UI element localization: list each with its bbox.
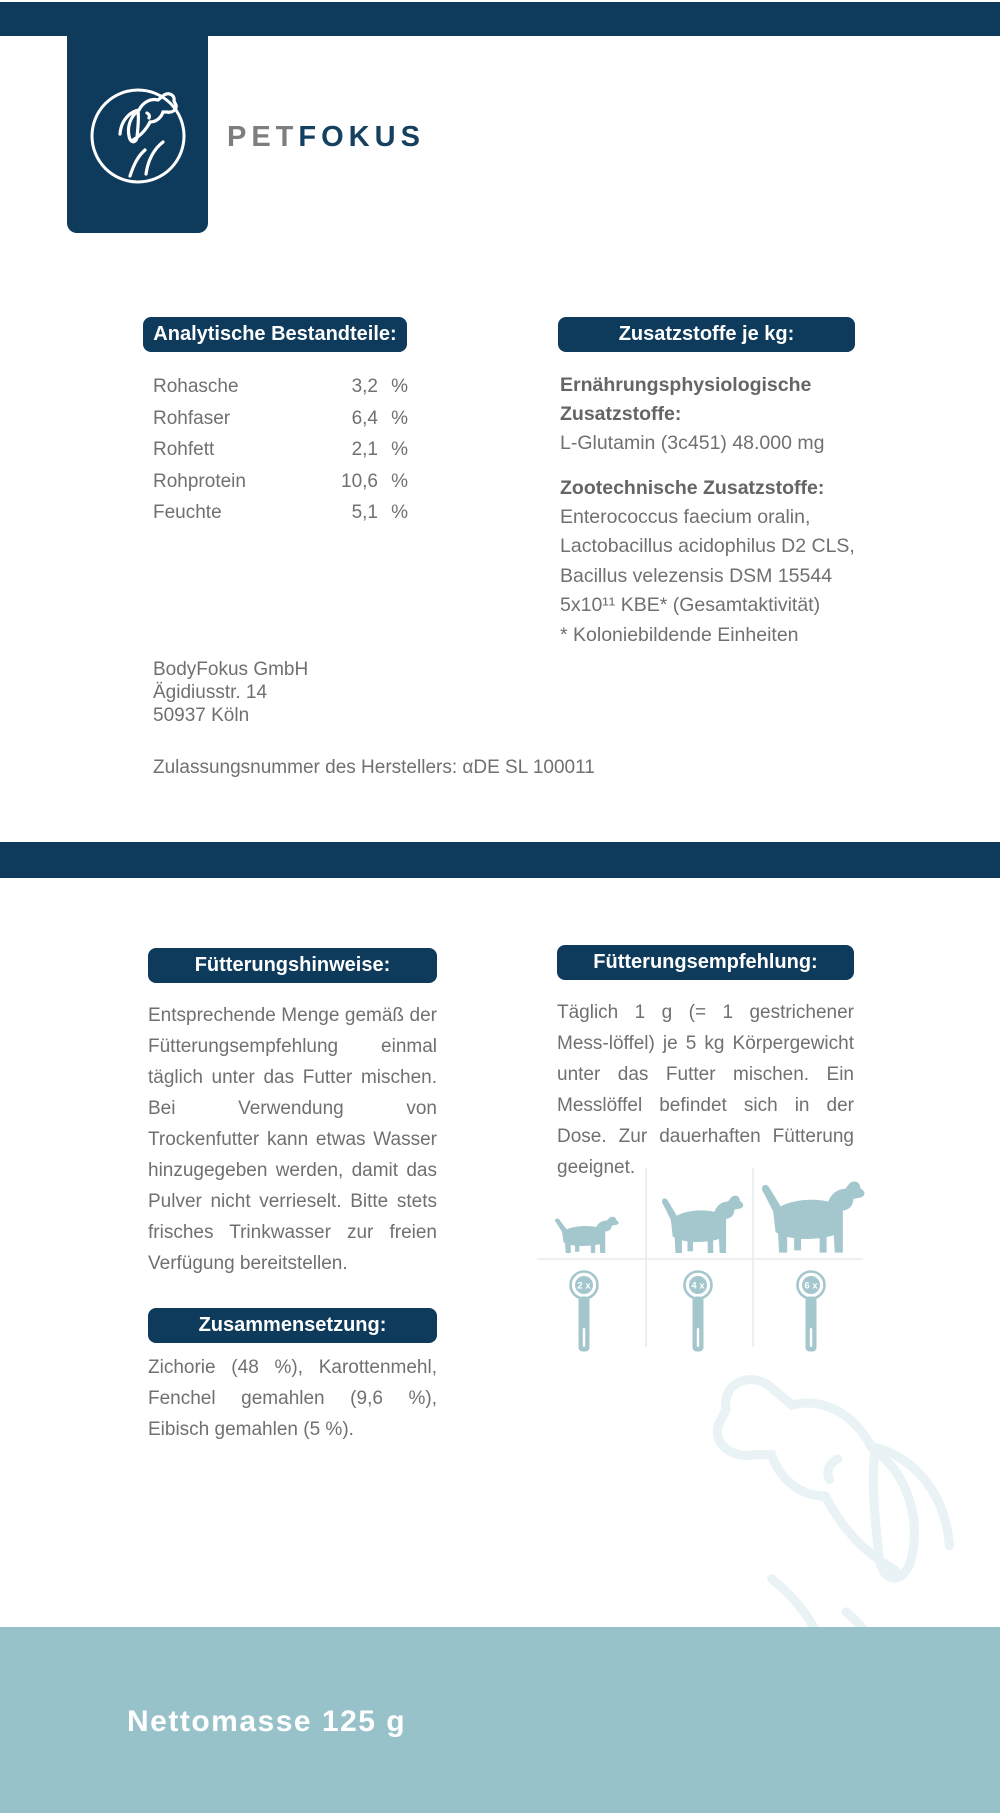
row-value: 3,2 (351, 376, 378, 397)
spoon-count-label: 4 x (691, 1280, 705, 1292)
additives-block (560, 371, 862, 650)
feeding-recommendation-text: Täglich 1 g (= 1 gestrichener Mess-löffel) je 5 kg Körpergewicht unter das Futter mischen. Ein Messlöffel befindet sich in der Dose. Zur dauerhaften Fütterung geeignet. (557, 1002, 854, 1178)
zootechnical-line: Bacillus velezensis DSM 15544 (560, 564, 833, 587)
table-row (153, 466, 408, 498)
spoon-count-label: 6 x (804, 1280, 818, 1292)
row-value: 6,4 (351, 407, 378, 429)
additives-title-badge (558, 317, 855, 352)
brand-suffix: FOKUS (298, 121, 425, 153)
row-label: Rohfaser (153, 407, 231, 429)
spoon-count-label: 2 x (577, 1280, 591, 1292)
zootechnical-line: Enterococcus faecium oralin, (560, 505, 811, 528)
manufacturer-address (153, 658, 308, 727)
measuring-spoon-icon (798, 1272, 825, 1352)
large-dog-icon (762, 1182, 864, 1253)
composition-title: Zusammensetzung: (198, 1314, 387, 1336)
measuring-spoon-icon (685, 1272, 712, 1352)
zootechnical-line: Lactobacillus acidophilus D2 CLS, (560, 535, 855, 557)
manufacturer-city: 50937 Köln (153, 705, 250, 726)
bottom-bar (0, 1627, 1000, 1813)
feeding-notes-text: Entsprechende Menge gemäß der Fütterungsempfehlung einmal täglich unter das Futter mischen. Bei Verwendung von Trockenfutter kann etwas Wasser hinzugegeben werden, damit das Pulver nicht verrieselt. Bitte stets frisches Trinkwasser zur freien Verfügung bereitstellen. (148, 1005, 437, 1274)
row-unit: % (391, 439, 408, 460)
table-row (153, 403, 408, 435)
net-mass-label: Nettomasse 125 g (127, 1705, 407, 1738)
row-unit: % (391, 407, 408, 429)
nutritional-additives-heading: Ernährungsphysiologische Zusatzstoffe: (560, 374, 812, 425)
dog-logo-icon (86, 84, 190, 188)
analytical-title-badge (143, 317, 407, 352)
row-unit: % (391, 502, 408, 523)
row-value: 10,6 (341, 470, 378, 492)
feeding-notes-title: Fütterungshinweise: (194, 954, 391, 976)
row-value: 5,1 (351, 502, 378, 523)
zootechnical-additives-heading: Zootechnische Zusatzstoffe: (560, 476, 825, 499)
small-dog-icon (555, 1217, 619, 1253)
row-label: Rohfett (153, 439, 215, 460)
feeding-recommendation-title: Fütterungsempfehlung: (593, 951, 818, 973)
row-unit: % (391, 470, 408, 492)
row-value: 2,1 (351, 439, 378, 460)
zootechnical-line: 5x10¹¹ KBE* (Gesamtaktivität) (560, 594, 821, 616)
brand-wordmark (227, 121, 425, 154)
composition-text: Zichorie (48 %), Karottenmehl, Fenchel gemahlen (9,6 %), Eibisch gemahlen (5 %). (148, 1357, 437, 1440)
manufacturer-street: Ägidiusstr. 14 (153, 682, 268, 703)
zootechnical-line: * Koloniebildende Einheiten (560, 623, 799, 646)
additives-title: Zusatzstoffe je kg: (618, 323, 795, 345)
brand-prefix: PET (227, 121, 299, 153)
row-label: Rohprotein (153, 470, 246, 492)
registration-number: Zulassungsnummer des Herstellers: αDE SL 100011 (153, 757, 595, 778)
nutritional-additive-line: L-Glutamin (3c451) 48.000 mg (560, 432, 825, 454)
measuring-spoon-icon (571, 1272, 598, 1352)
dosage-figure (525, 1165, 880, 1357)
logo-tab (67, 2, 208, 233)
table-row (153, 434, 408, 466)
medium-dog-icon (662, 1196, 743, 1253)
row-label: Feuchte (153, 502, 222, 523)
table-row (153, 371, 408, 403)
feeding-recommendation-title-badge (557, 945, 854, 980)
table-row (153, 497, 408, 529)
row-unit: % (391, 376, 408, 397)
analytical-title: Analytische Bestandteile: (153, 323, 397, 345)
divider-bar (0, 842, 1000, 878)
manufacturer-name: BodyFokus GmbH (153, 659, 309, 680)
feeding-notes-title-badge (148, 948, 437, 983)
spacer (560, 459, 862, 474)
analytical-table (153, 371, 408, 529)
row-label: Rohasche (153, 376, 239, 397)
composition-title-badge (148, 1308, 437, 1343)
